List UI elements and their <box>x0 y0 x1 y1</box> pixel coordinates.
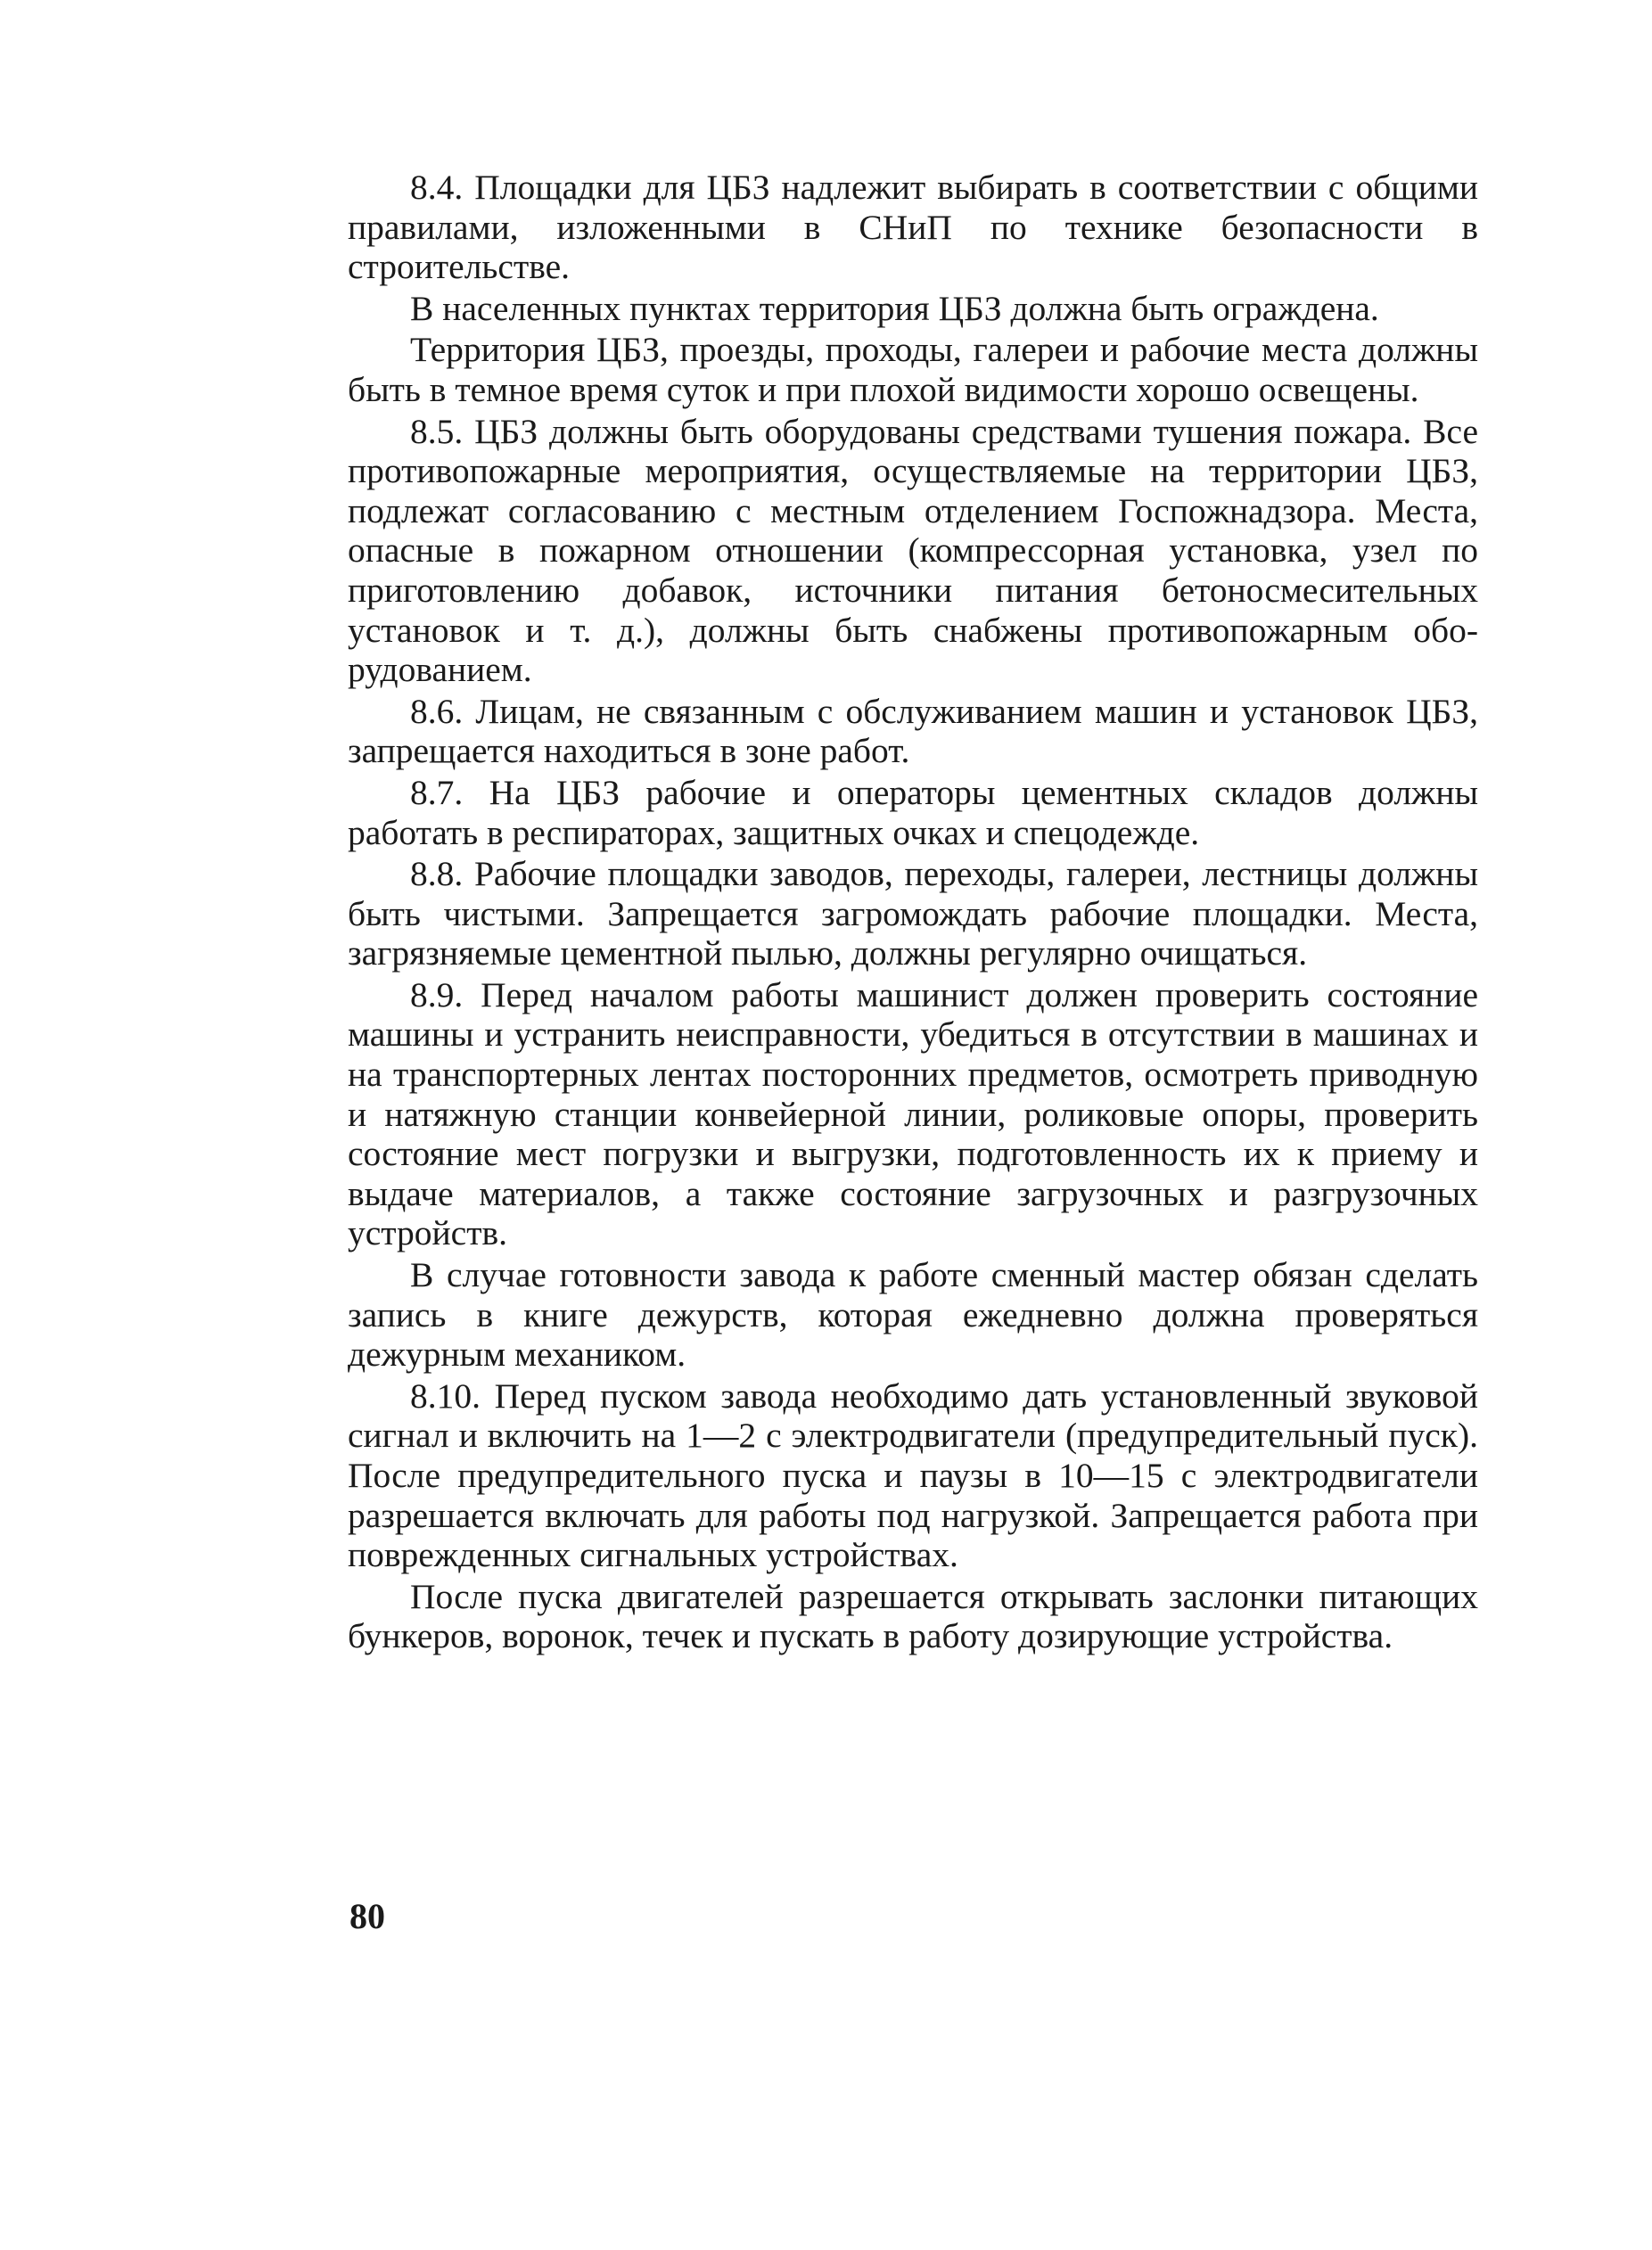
paragraph-8-9: 8.9. Перед началом работы машинист должен проверить состояние машины и устранить неисправности, убедиться в отсутствии в машинах и на транспортерных лентах посторонних предметов, осмотреть приводную и натяжную станции конвейерной линии, роликовые опоры, проверить состояние мест погрузки и выгрузки, подготовленность их к приему и выдаче материалов, а также состояние загрузочных и разгрузочных устройств. <box>348 974 1478 1253</box>
paragraph-8-6: 8.6. Лицам, не связанным с обслуживанием машин и установок ЦБЗ, запрещается находиться в зоне работ. <box>348 691 1478 771</box>
paragraph-8-7: 8.7. На ЦБЗ рабочие и операторы цементных складов должны работать в респираторах, защитных очках и спецодежде. <box>348 772 1478 852</box>
paragraph-readiness: В случае готовности завода к работе сменный мастер обязан сделать запись в книге дежурств, которая ежедневно должна проверяться дежурным механиком. <box>348 1255 1478 1375</box>
paragraph-startup: После пуска двигателей разрешается открывать заслонки питающих бункеров, воронок, течек и пускать в работу дозирующие устройства. <box>348 1576 1478 1656</box>
paragraph-8-4: 8.4. Площадки для ЦБЗ надлежит выбирать в соответствии с общими правилами, изложенными в СНиП по технике безопасности в строительстве. <box>348 168 1478 287</box>
paragraph-8-8: 8.8. Рабочие площадки заводов, переходы, галереи, лестницы должны быть чистыми. Запрещается загромождать рабочие площадки. Места, загрязняемые цементной пылью, должны регулярно очищаться. <box>348 854 1478 973</box>
body-text <box>348 168 1478 1658</box>
paragraph-fencing: В населенных пунктах территория ЦБЗ должна быть ограждена. <box>410 288 1379 328</box>
page-number: 80 <box>349 1896 385 1936</box>
paragraph-8-5: 8.5. ЦБЗ должны быть оборудованы средствами тушения пожара. Все противопожарные мероприятия, осуществляемые на территории ЦБЗ, подлежат согласованию с местным отделением Госпожнадзора. Места, опасные в пожарном отношении (компрессорная установка, узел по приготовлению добавок, источники питания бетоносмесительных установок и т. д.), должны быть снабжены противопожарным оборудованием. <box>348 411 1478 690</box>
paragraph-8-10: 8.10. Перед пуском завода необходимо дать установленный звуковой сигнал и включить на 1—2 с электродвигатели (предупредительный пуск). После предупредительного пуска и паузы в 10—15 с электродвигатели разрешается включать для работы под нагрузкой. Запрещается работа при поврежденных сигнальных устройствах. <box>348 1375 1478 1575</box>
paragraph-lighting: Территория ЦБЗ, проезды, проходы, галереи и рабочие места должны быть в темное время суток и при плохой видимости хорошо освещены. <box>348 330 1478 409</box>
